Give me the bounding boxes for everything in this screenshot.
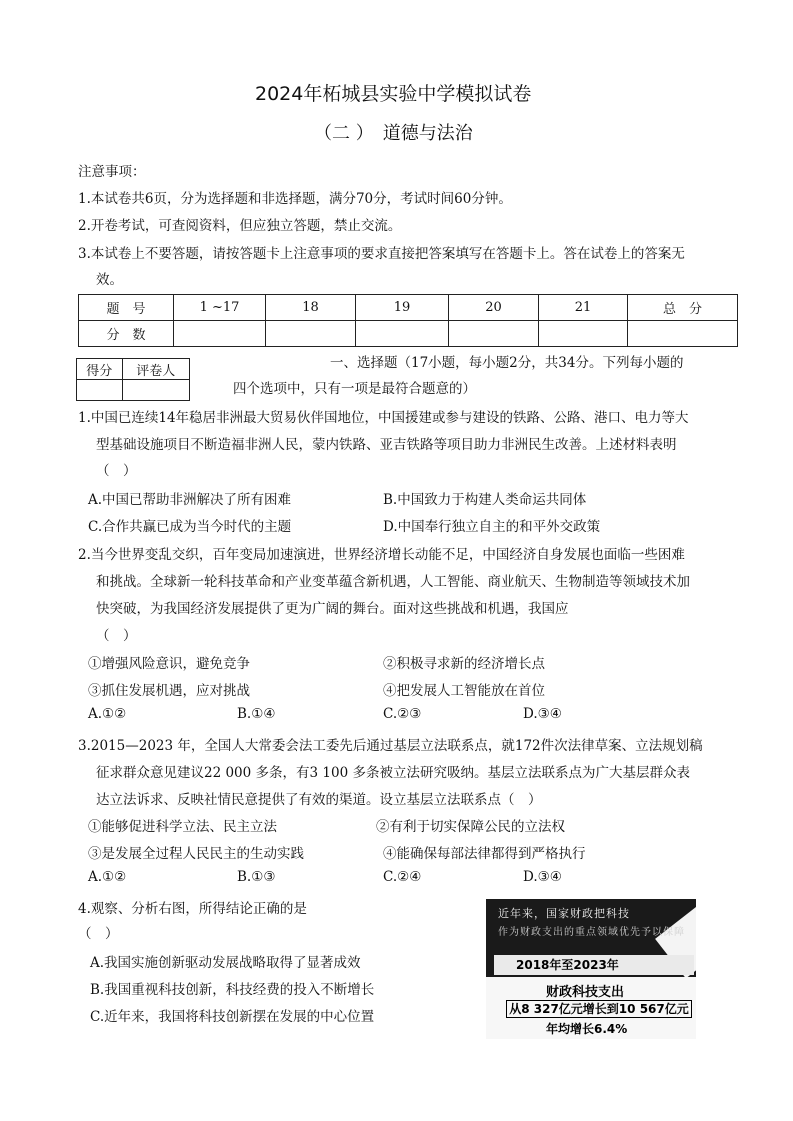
option-b: B.我国重视科技创新，科技经费的投入不断增长 (90, 982, 375, 998)
statement: ①增强风险意识，避免竞争 (88, 656, 250, 672)
option-c: C.②③ (383, 706, 422, 722)
grader-table (76, 358, 190, 401)
statement: ③抓住发展机遇，应对挑战 (88, 683, 250, 699)
notice-item: 2.开卷考试，可查阅资料，但应独立答题，禁止交流。 (78, 218, 402, 234)
table-cell (266, 321, 356, 347)
table-cell (122, 380, 189, 401)
table-row (79, 321, 738, 347)
figure-label: 财政科技支出 (546, 985, 625, 1000)
figure-header: 近年来，国家财政把科技 (498, 907, 630, 920)
option-b: B.中国致力于构建人类命运共同体 (383, 492, 587, 508)
question-text: 2.当今世界变乱交织，百年变局加速演进，世界经济增长动能不足，中国经济自身发展也面临一些困难 (78, 547, 685, 563)
figure-rate: 年均增长6.4% (546, 1022, 628, 1036)
table-cell: 1 ~17 (174, 295, 266, 321)
page-title: 2024年柘城县实验中学模拟试卷 (255, 83, 532, 105)
table-cell: 19 (356, 295, 449, 321)
table-cell (77, 380, 123, 401)
option-a: A.①② (88, 706, 127, 722)
question-text: 1.中国已连续14年稳居非洲最大贸易伙伴国地位，中国援建或参与建设的铁路、公路、港口、电力等大 (78, 410, 689, 426)
table-row (79, 295, 738, 321)
table-cell (174, 321, 266, 347)
option-a: A.中国已帮助非洲解决了所有困难 (88, 492, 292, 508)
table-cell: 18 (266, 295, 356, 321)
grader-score-label: 得分 (77, 359, 123, 380)
answer-bracket: （ ） (96, 628, 137, 644)
notice-item: 1.本试卷共6页，分为选择题和非选择题，满分70分，考试时间60分钟。 (78, 191, 512, 207)
statement: ②积极寻求新的经济增长点 (383, 656, 545, 672)
table-cell: 分 数 (79, 321, 174, 347)
statement: ①能够促进科学立法、民主立法 (88, 819, 277, 835)
table-cell: 题 号 (79, 295, 174, 321)
table-cell: 20 (449, 295, 539, 321)
answer-bracket: （ ） (78, 926, 119, 942)
figure-years: 2018年至2023年 (494, 955, 694, 975)
section-heading: 一、选择题（17小题，每小题2分，共34分。下列每小题的 (330, 355, 684, 371)
option-c: C.②④ (383, 869, 422, 885)
question-text: 3.2015—2023 年，全国人大常委会法工委先后通过基层立法联系点，就172件次法律草案、立法规划稿 (78, 738, 703, 754)
page-subtitle: （二 ） 道德与法治 (314, 123, 473, 144)
figure-panel (486, 977, 696, 1039)
option-d: D.③④ (523, 869, 562, 885)
question-text: 征求群众意见建议22 000 多条，有3 100 多条被立法研究吸纳。基层立法联系点为广大基层群众表 (96, 765, 690, 781)
table-cell: 总 分 (628, 295, 738, 321)
option-c: C.合作共赢已成为当今时代的主题 (88, 519, 292, 535)
table-cell: 21 (539, 295, 628, 321)
table-cell (539, 321, 628, 347)
option-b: B.①③ (237, 869, 276, 885)
notice-item: 3.本试卷上不要答题，请按答题卡上注意事项的要求直接把答案填写在答题卡上。答在试卷上的答案无 (78, 246, 685, 262)
answer-bracket: （ ） (96, 463, 137, 479)
statement: ④把发展人工智能放在首位 (383, 683, 545, 699)
option-b: B.①④ (237, 706, 276, 722)
option-d: D.③④ (523, 706, 562, 722)
table-cell (628, 321, 738, 347)
score-table (78, 294, 738, 347)
figure-value-box: 从8 327亿元增长到10 567亿元 (506, 1000, 692, 1018)
notice-heading: 注意事项： (78, 164, 146, 180)
option-a: A.我国实施创新驱动发展战略取得了显著成效 (90, 955, 361, 971)
question-text: 快突破，为我国经济发展提供了更为广阔的舞台。面对这些挑战和机遇，我国应 (96, 601, 569, 617)
figure-header: 作为财政支出的重点领域优先予以保障 (498, 927, 685, 938)
finance-figure (486, 899, 696, 1039)
grader-name-label: 评卷人 (122, 359, 189, 380)
table-cell (356, 321, 449, 347)
question-text: 4.观察、分析右图，所得结论正确的是 (78, 901, 307, 917)
table-cell (449, 321, 539, 347)
question-text: 和挑战。全球新一轮科技革命和产业变革蕴含新机遇，人工智能、商业航天、生物制造等领域技术加 (96, 574, 690, 590)
question-text: 达立法诉求、反映社情民意提供了有效的渠道。设立基层立法联系点（ ） (96, 792, 542, 808)
statement: ④能确保每部法律都得到严格执行 (383, 846, 586, 862)
question-text: 型基础设施项目不断造福非洲人民，蒙内铁路、亚吉铁路等项目助力非洲民生改善。上述材料表明 (96, 437, 677, 453)
option-c: C.近年来，我国将科技创新摆在发展的中心位置 (90, 1009, 375, 1025)
section-heading-cont: 四个选项中，只有一项是最符合题意的） (233, 381, 476, 397)
option-a: A.①② (88, 869, 127, 885)
statement: ③是发展全过程人民民主的生动实践 (88, 846, 304, 862)
notice-item: 效。 (96, 272, 123, 288)
statement: ②有利于切实保障公民的立法权 (376, 819, 565, 835)
option-d: D.中国奉行独立自主的和平外交政策 (383, 519, 601, 535)
